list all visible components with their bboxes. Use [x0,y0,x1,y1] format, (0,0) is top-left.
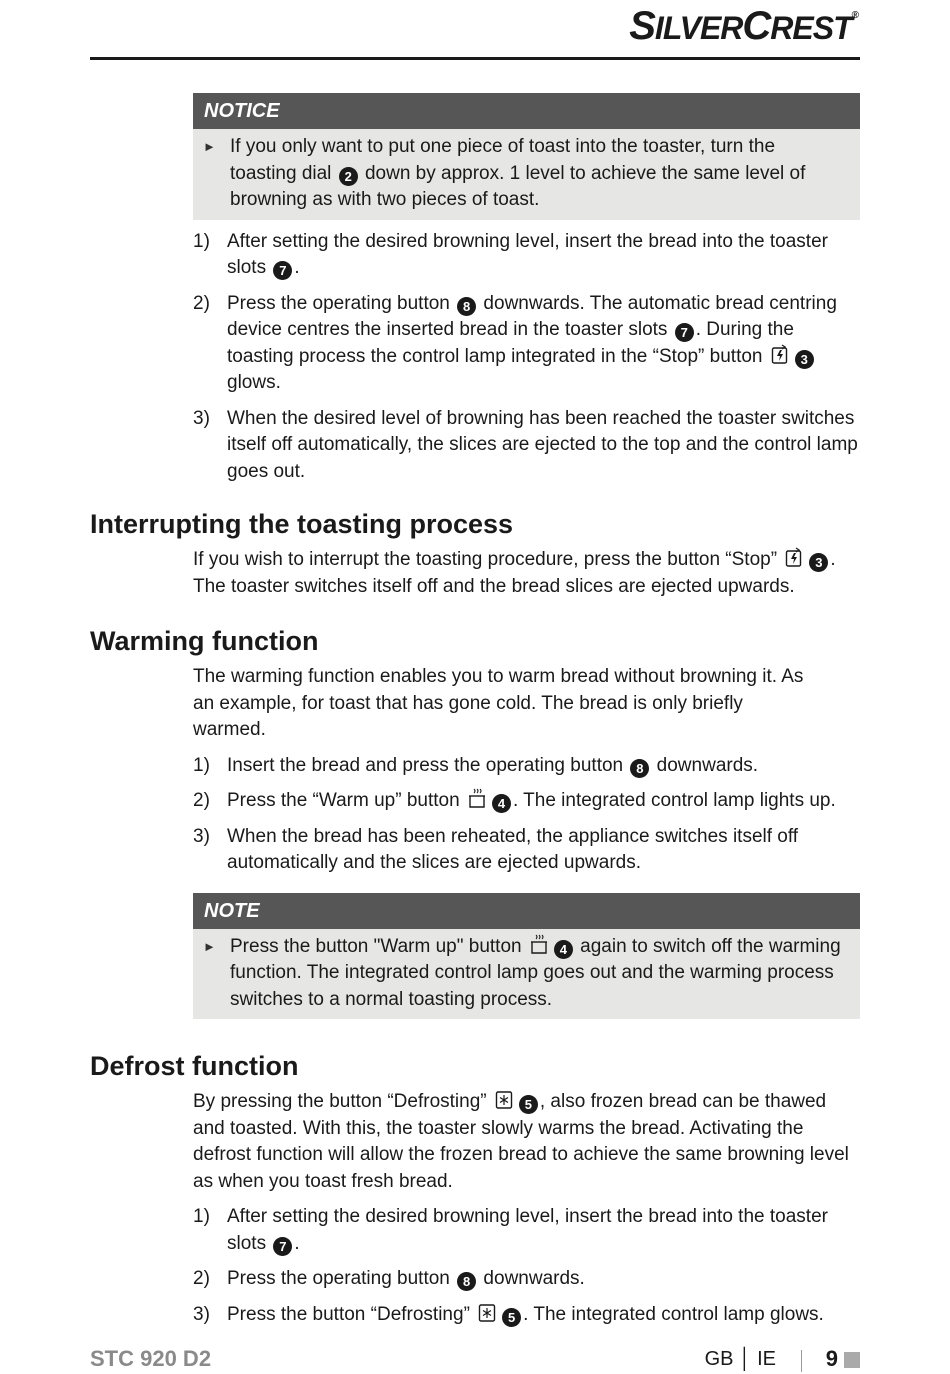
warming-steps [193,753,862,877]
list-item [193,1204,862,1257]
footer-divider [801,1350,802,1372]
step-number: 1) [193,230,210,252]
text: Insert the bread and press the operating button [227,754,629,776]
list-item [193,1266,862,1293]
page-footer [90,1346,860,1374]
section-heading-defrost: Defrost function [90,1051,299,1081]
part-number-badge: 7 [273,1237,292,1256]
part-number-badge: 2 [339,167,358,186]
text: Press the operating button [227,1268,456,1289]
section-heading-warming: Warming function [90,626,319,656]
stop-icon [785,547,804,568]
page-marker [844,1352,860,1368]
interrupt-paragraph [193,547,862,600]
part-number-badge: 8 [457,297,476,316]
step-number: 2) [193,790,210,811]
toasting-steps [193,229,862,486]
header-rule [90,57,860,60]
step-text [227,1266,862,1293]
part-number-badge: 5 [519,1095,538,1114]
section-heading-interrupting: Interrupting the toasting process [90,509,514,539]
text: Press the operating button [227,292,456,314]
list-item [193,753,862,780]
part-number-badge: 3 [809,553,828,572]
note-title: NOTE [193,893,860,929]
text: Press the button “Defrosting” [227,1303,476,1325]
part-number-badge: 8 [630,759,649,778]
notice-body [193,129,860,220]
locale-label: GB │ IE [704,1348,776,1370]
part-number-badge: 4 [554,940,573,959]
text: again to switch off the warming function. The integrated control lamp goes out and the warming process switches to a normal toasting process. [230,935,841,1010]
step-text [227,1302,862,1329]
text: . [294,1232,300,1254]
defrost-icon [495,1089,514,1110]
text: If you wish to interrupt the toasting procedure, press the button “Stop” [193,549,783,570]
list-item [193,406,862,486]
brand-letters: REST [770,10,852,46]
notice-text [230,134,846,214]
step-number: 1) [193,1206,210,1227]
list-item [193,788,862,815]
text: downwards. The automatic bread centring device centres the inserted bread in the toaster slots [227,292,837,340]
list-item [193,824,862,877]
warming-intro: The warming function enables you to warm bread without browning it. As an example, for toast that has gone cold. The bread is only briefly warmed. [193,666,804,740]
step-text: When the bread has been reheated, the appliance switches itself off automatically and the slices are ejected upwards. [227,825,799,873]
text: After setting the desired browning level, insert the bread into the toaster slots [227,230,828,278]
step-number: 3) [193,407,210,429]
text: By pressing the button “Defrosting” [193,1091,492,1112]
note-body [193,929,860,1020]
note-box [193,893,860,1020]
text: . The toaster switches itself off and the bread slices are ejected upwards. [193,549,836,597]
text: glows. [227,372,281,393]
part-number-badge: 8 [457,1272,476,1291]
text: If you only want to put one piece of toast into the toaster, turn the toasting dial [230,136,776,184]
defrost-paragraph [193,1089,862,1195]
text: . The integrated control lamp lights up. [512,790,836,811]
text: downwards. [478,1268,585,1289]
part-number-badge: 7 [273,261,292,280]
step-text: When the desired level of browning has been reached the toaster switches itself off automatically, the slices are ejected to the top and the control lamp goes out. [227,407,858,482]
text: down by approx. 1 level to achieve the same level of browning as with two pieces of toast. [230,162,806,210]
defrost-steps [193,1204,862,1328]
page-content [90,93,862,1328]
note-text [230,934,846,1014]
text: After setting the desired browning level, insert the bread into the toaster slots [227,1206,828,1254]
list-item [193,229,862,282]
step-text [227,1204,862,1257]
notice-title: NOTICE [193,93,860,129]
step-text [227,788,862,815]
page-number: 9 [825,1346,838,1371]
text: , also frozen bread can be thawed and toasted. With this, the toaster slowly warms the bread. Activating the defrost function will allow the frozen bread to achieve the same browning level as when you toast fresh bread. [193,1091,849,1192]
arrow-icon: ► [203,139,216,154]
list-item [193,1302,862,1329]
step-number: 1) [193,754,210,776]
step-text [227,291,862,397]
warm-up-icon [530,934,549,955]
step-number: 2) [193,1268,210,1289]
model-number: STC 920 D2 [90,1346,212,1371]
step-number: 3) [193,825,210,847]
text: . [294,257,300,278]
list-item [193,291,862,397]
brand-letter: S [629,4,655,48]
brand-logo [629,4,858,49]
part-number-badge: 5 [502,1308,521,1327]
stop-icon [771,344,790,365]
step-number: 2) [193,292,210,314]
text: downwards. [651,754,759,776]
step-text [227,229,862,282]
step-text [227,753,862,780]
warm-up-icon [468,788,487,809]
arrow-icon: ► [203,938,216,954]
brand-letter: C [742,4,771,48]
brand-letters: ILVER [654,10,743,46]
step-number: 3) [193,1303,210,1325]
text: Press the button "Warm up" button [230,935,527,957]
text: . During the toasting process the control lamp integrated in the “Stop” button [227,319,794,367]
text: . The integrated control lamp glows. [523,1303,824,1325]
part-number-badge: 7 [675,323,694,342]
registered-mark: ® [851,10,858,21]
part-number-badge: 4 [492,794,511,813]
part-number-badge: 3 [795,350,814,369]
defrost-icon [478,1302,497,1323]
notice-box [193,93,860,220]
text: Press the “Warm up” button [227,790,465,811]
